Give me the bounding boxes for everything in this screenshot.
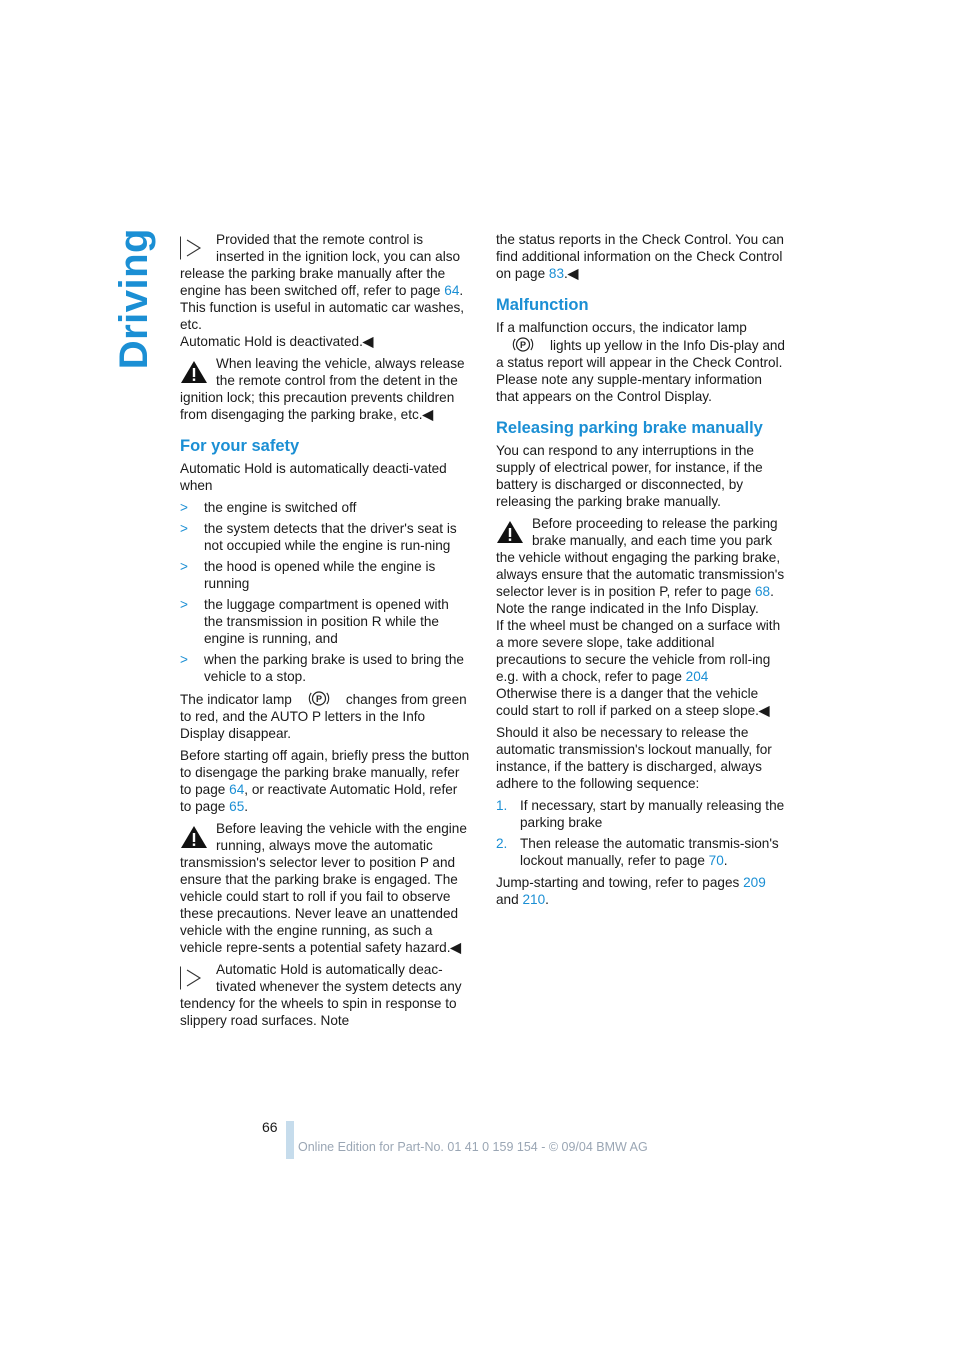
start-off-paragraph: Before starting off again, briefly press the button to disengage the parking brake manually, refer to page 64, or reactivate Automatic Hold, refer to page 65. bbox=[180, 748, 470, 814]
warning-engine-running: Before leaving the vehicle with the engine running, always move the automatic transmission's selector lever to position P and ensure that the parking brake is engaged. The vehicle could start to roll if you fail to observe these precautions. Never leave an unattended vehicle with the engine running, as such a vehicle repre-sents a potential safety hazard.◀ bbox=[180, 821, 467, 955]
list-item: > the luggage compartment is opened with the transmission in position R while the engine is running, and bbox=[180, 597, 449, 646]
page-link-64[interactable]: 64 bbox=[229, 782, 245, 797]
continued-paragraph: the status reports in the Check Control. You can find additional information on the Check Control on page 83.◀ bbox=[496, 232, 784, 281]
page-number: 66 bbox=[262, 1119, 278, 1135]
warning-triangle-icon bbox=[180, 825, 208, 849]
end-mark: ◀ bbox=[422, 407, 434, 422]
heading-releasing-parking-brake: Releasing parking brake manually bbox=[496, 419, 763, 437]
page-link-70[interactable]: 70 bbox=[708, 853, 724, 868]
end-mark: ◀ bbox=[758, 703, 770, 718]
list-item: 1. If necessary, start by manually releasing the parking brake bbox=[496, 798, 785, 830]
note-arrow-icon bbox=[180, 236, 208, 260]
section-tab: Driving bbox=[112, 228, 156, 370]
heading-for-your-safety: For your safety bbox=[180, 437, 300, 455]
heading-malfunction: Malfunction bbox=[496, 296, 589, 314]
list-item: > the engine is switched off bbox=[180, 500, 357, 515]
note-wheel-spin: Automatic Hold is automatically deac-tivated whenever the system detects any tendency for the wheels to spin in response to slippery road surfaces. Note bbox=[180, 962, 462, 1028]
page-link-209[interactable]: 209 bbox=[743, 875, 766, 890]
parking-brake-lamp-icon bbox=[308, 690, 330, 707]
release-steps bbox=[496, 797, 788, 869]
sequence-intro: Should it also be necessary to release the automatic transmission's lockout manually, for instance, if the battery is discharged, always adhere to the following sequence: bbox=[496, 725, 772, 791]
note-remote-control: Provided that the remote control is inserted in the ignition lock, you can also release the parking brake manually after the engine has been switched off, refer to page 64. This function is useful in automatic car washes, etc. Automatic Hold is deactivated.◀ bbox=[180, 232, 465, 349]
parking-brake-lamp-icon bbox=[512, 336, 534, 353]
list-item: > when the parking brake is used to bring the vehicle to a stop. bbox=[180, 652, 464, 684]
end-mark: ◀ bbox=[362, 334, 374, 349]
malfunction-paragraph: If a malfunction occurs, the indicator lamplights up yellow in the Info Dis-play and a status report will appear in the Check Control. Please note any supple-mentary information that appears on the Control Display. bbox=[496, 320, 785, 404]
warning-triangle-icon bbox=[180, 360, 208, 384]
right-column bbox=[496, 231, 788, 913]
warning-release-manually: Before proceeding to release the parking brake manually, and each time you park the vehicle without engaging the parking brake, always ensure that the automatic transmission's selector lever is in position P, refer to page 68. Note the range indicated in the Info Display. If the wheel must be changed on a surface with a more severe slope, take additional precautions to secure the vehicle from roll-ing e.g. with a chock, refer to page 204 Otherwise there is a danger that the vehicle could start to roll if parked on a steep slope.◀ bbox=[496, 516, 785, 718]
end-mark: ◀ bbox=[567, 266, 579, 281]
page-link-83[interactable]: 83 bbox=[548, 266, 565, 281]
note-arrow-icon bbox=[180, 966, 208, 990]
jump-start-paragraph: Jump-starting and towing, refer to pages 209 and 210. bbox=[496, 875, 766, 907]
page-link-68[interactable]: 68 bbox=[754, 584, 771, 599]
footer-edition-text: Online Edition for Part-No. 01 41 0 159 154 - © 09/04 BMW AG bbox=[298, 1140, 648, 1154]
list-item: 2. Then release the automatic transmis-sion's lockout manually, refer to page 70. bbox=[496, 836, 779, 868]
page-link-210[interactable]: 210 bbox=[522, 892, 546, 907]
page-link-65[interactable]: 65 bbox=[229, 799, 245, 814]
left-column bbox=[180, 231, 470, 1034]
list-item: > the hood is opened while the engine is running bbox=[180, 559, 436, 591]
warning-triangle-icon bbox=[496, 520, 524, 544]
list-item: > the system detects that the driver's seat is not occupied while the engine is run-ning bbox=[180, 521, 457, 553]
end-mark: ◀ bbox=[450, 940, 461, 955]
indicator-lamp-paragraph: The indicator lamp changes from green to red, and the AUTO P letters in the Info Display disappear. bbox=[180, 692, 467, 741]
footer-bar bbox=[286, 1121, 294, 1159]
warning-leave-vehicle: When leaving the vehicle, always release the remote control from the detent in the ignition lock; this precaution prevents children from disengaging the parking brake, etc.◀ bbox=[180, 356, 465, 422]
deactivation-list bbox=[180, 499, 470, 685]
safety-intro: Automatic Hold is automatically deacti-vated when bbox=[180, 461, 447, 493]
page-link-204[interactable]: 204 bbox=[685, 669, 709, 684]
page-link-64[interactable]: 64 bbox=[444, 283, 460, 298]
release-intro: You can respond to any interruptions in the supply of electrical power, for instance, if the battery is discharged or disconnected, by releasing the parking brake manually. bbox=[496, 443, 763, 509]
